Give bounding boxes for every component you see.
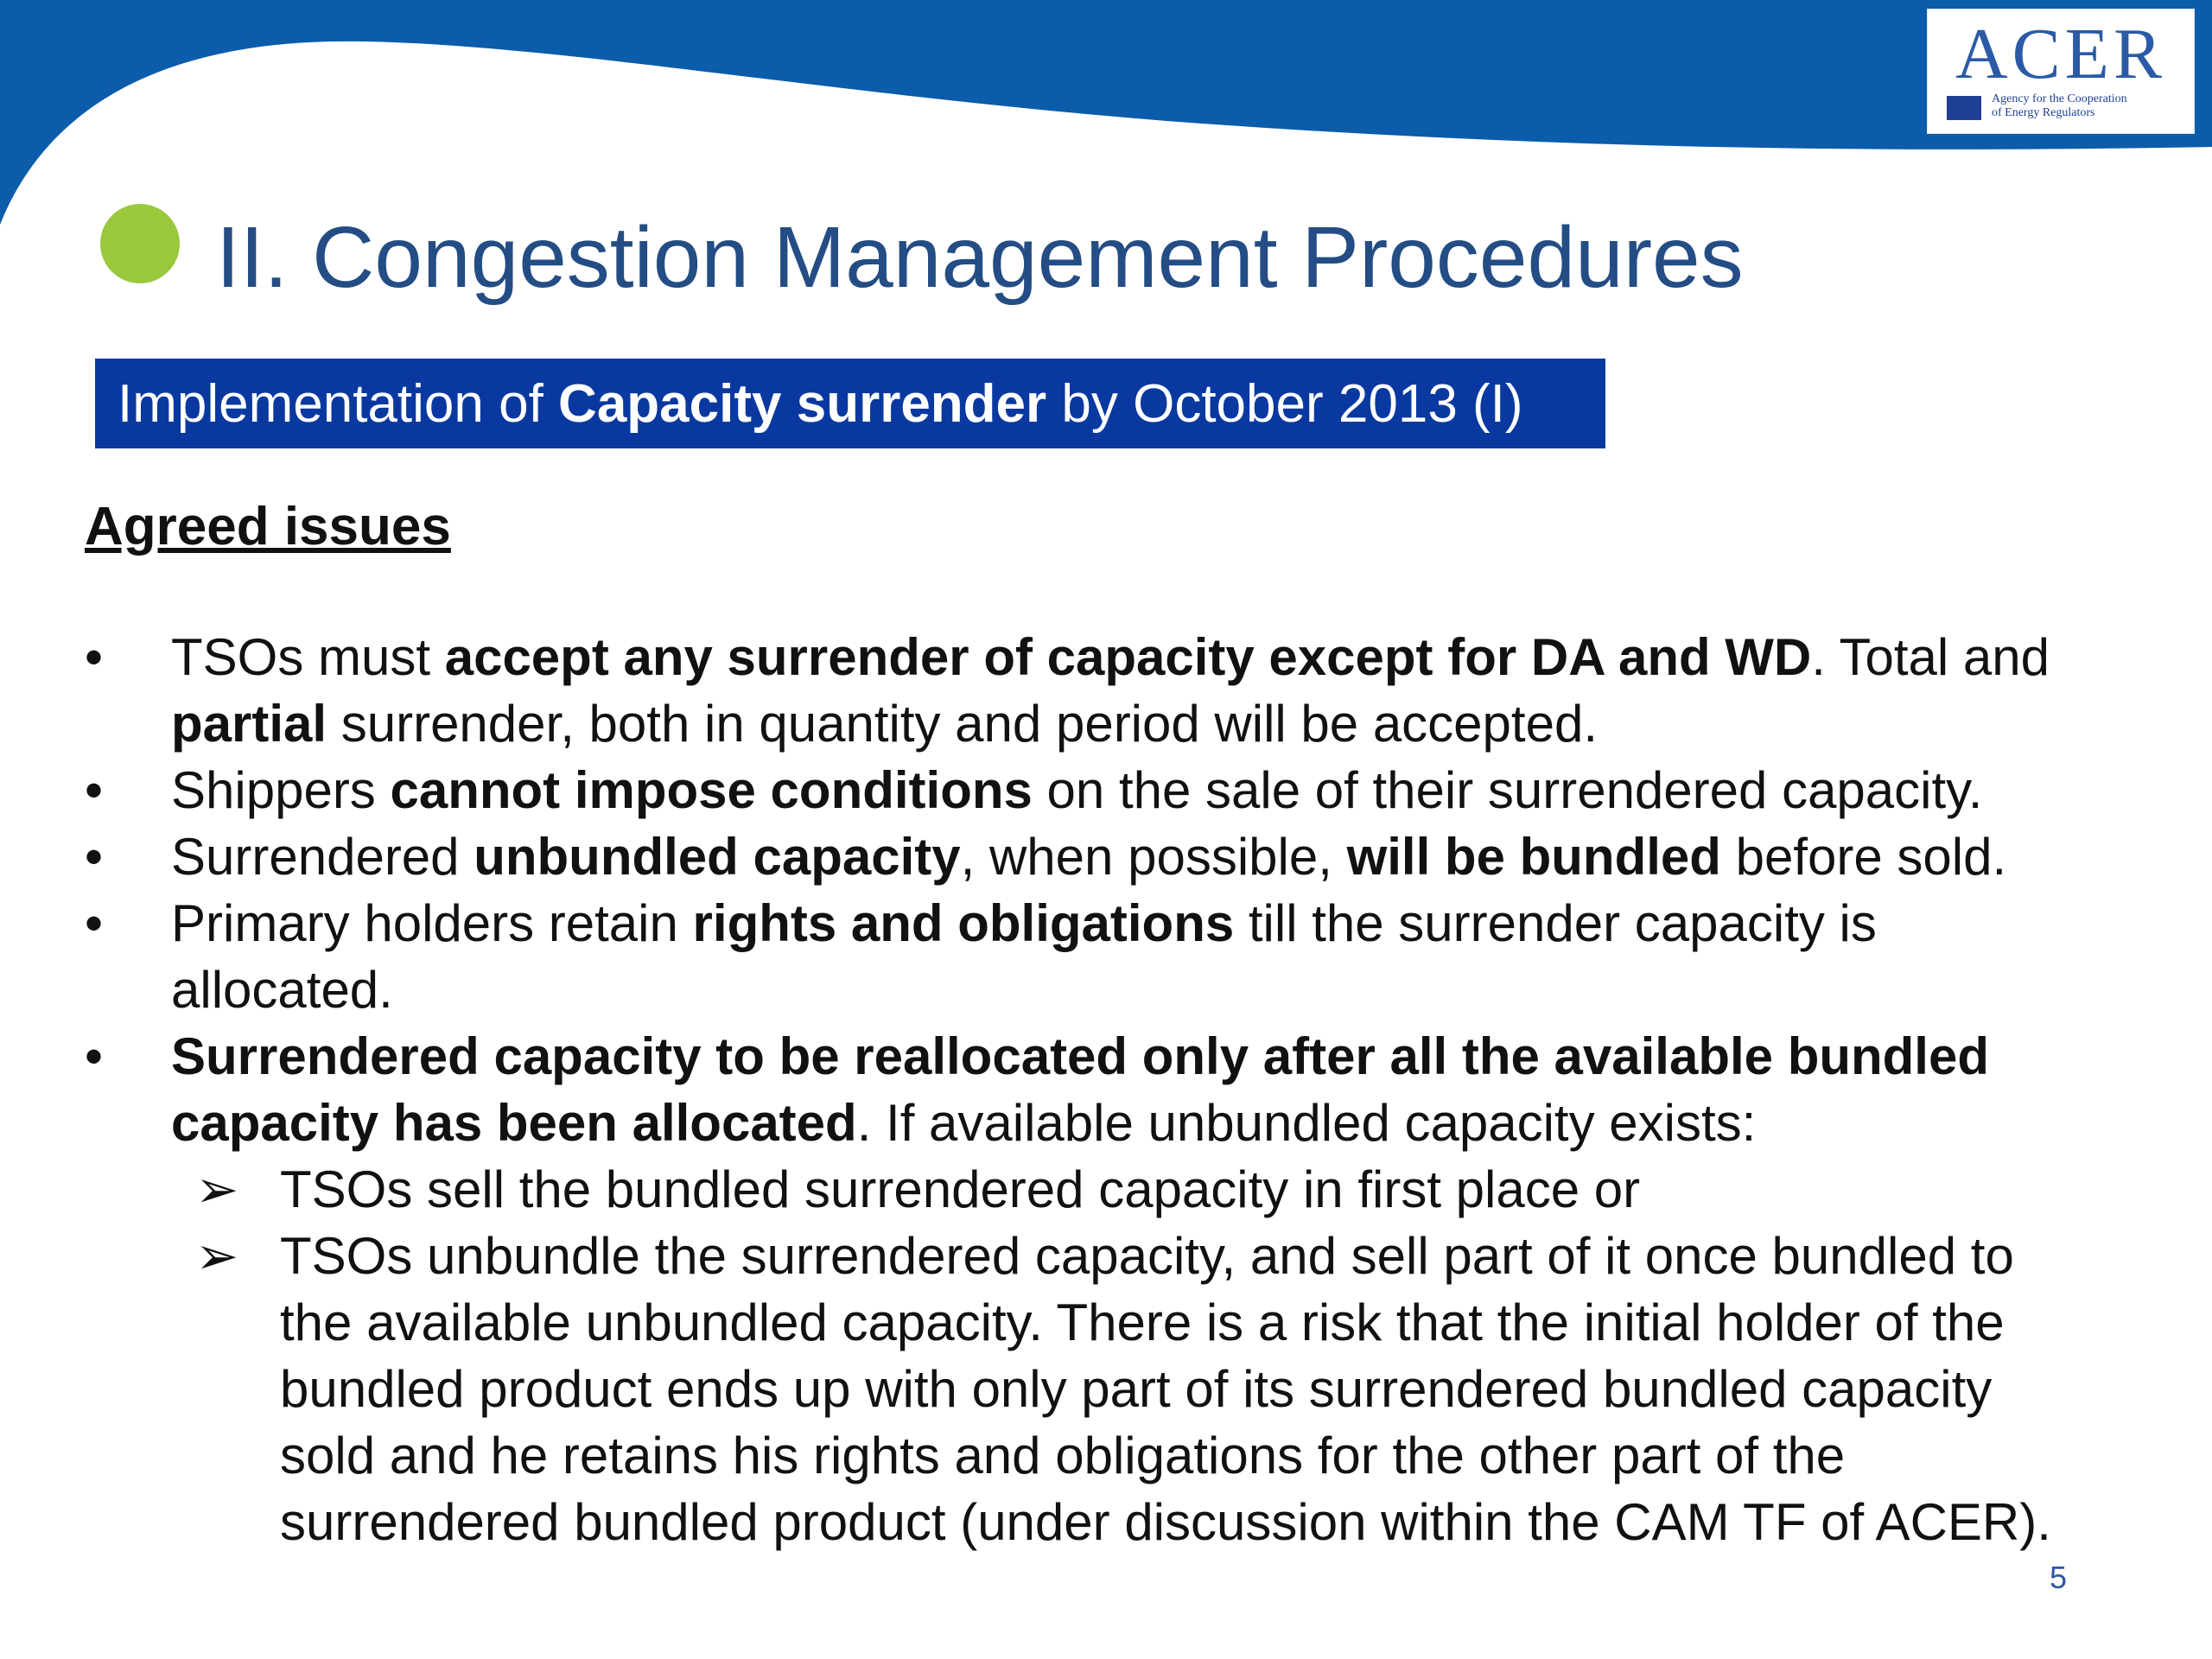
bullet-line: partial surrender, both in quantity and period will be accepted. bbox=[171, 695, 1598, 753]
sub-bullet-line: sold and he retains his rights and obligations for the other part of the bbox=[280, 1427, 1846, 1484]
arrow-bullet-icon: ➢ bbox=[195, 1227, 239, 1285]
bullet-line: Surrendered unbundled capacity, when possible, will be bundled before sold. bbox=[171, 828, 2007, 886]
eu-flag-icon bbox=[1947, 96, 1981, 120]
bullet-item bbox=[85, 890, 2193, 1023]
section-banner bbox=[95, 359, 1605, 448]
logo-subtitle-line2: of Energy Regulators bbox=[1992, 106, 2095, 119]
sub-bullet-line: TSOs sell the bundled surrendered capacity in first place or bbox=[280, 1160, 1641, 1218]
bullet-line: Surrendered capacity to be reallocated only after all the available bundled bbox=[171, 1027, 1989, 1085]
bullet-item bbox=[85, 757, 2193, 823]
bullet-line: allocated. bbox=[171, 961, 393, 1019]
slide-title: II. Congestion Management Procedures bbox=[216, 209, 1744, 306]
arrow-bullet-icon: ➢ bbox=[195, 1160, 239, 1218]
sub-bullet-line: TSOs unbundle the surrendered capacity, and sell part of it once bundled to bbox=[280, 1227, 2014, 1285]
sub-bullet-item bbox=[85, 1223, 2193, 1555]
section-heading: Agreed issues bbox=[85, 497, 451, 556]
bullet-dot-icon: • bbox=[85, 628, 104, 686]
bullet-item bbox=[85, 823, 2193, 890]
bullet-line: Shippers cannot impose conditions on the sale of their surrendered capacity. bbox=[171, 761, 1983, 819]
banner-text-bold: Capacity surrender bbox=[558, 373, 1047, 434]
title-bullet-dot-icon bbox=[100, 204, 180, 283]
acer-logo bbox=[1927, 9, 2195, 134]
sub-bullet-item bbox=[85, 1156, 2193, 1223]
banner-text-pre: Implementation of bbox=[118, 373, 559, 434]
bullet-dot-icon: • bbox=[85, 761, 104, 819]
logo-wordmark: ACER bbox=[1955, 14, 2167, 94]
bullet-line: TSOs must accept any surrender of capacity except for DA and WD. Total and bbox=[171, 628, 2050, 686]
bullet-item bbox=[85, 1023, 2193, 1156]
page-number: 5 bbox=[2050, 1560, 2068, 1595]
bullet-line: capacity has been allocated. If available unbundled capacity exists: bbox=[171, 1094, 1757, 1152]
sub-bullet-line: surrendered bundled product (under discussion within the CAM TF of ACER). bbox=[280, 1493, 2051, 1551]
bullet-line: Primary holders retain rights and obligations till the surrender capacity is bbox=[171, 894, 1877, 952]
bullet-dot-icon: • bbox=[85, 828, 104, 886]
bullet-item bbox=[85, 624, 2193, 757]
sub-bullet-line: the available unbundled capacity. There is a risk that the initial holder of the bbox=[280, 1294, 2005, 1351]
logo-subtitle-line1: Agency for the Cooperation bbox=[1992, 92, 2127, 105]
slide-content bbox=[85, 624, 2193, 1555]
bullet-dot-icon: • bbox=[85, 894, 104, 952]
bullet-dot-icon: • bbox=[85, 1027, 104, 1085]
banner-text-post: by October 2013 (I) bbox=[1046, 373, 1523, 434]
sub-bullet-line: bundled product ends up with only part of its surrendered bundled capacity bbox=[280, 1360, 1993, 1418]
